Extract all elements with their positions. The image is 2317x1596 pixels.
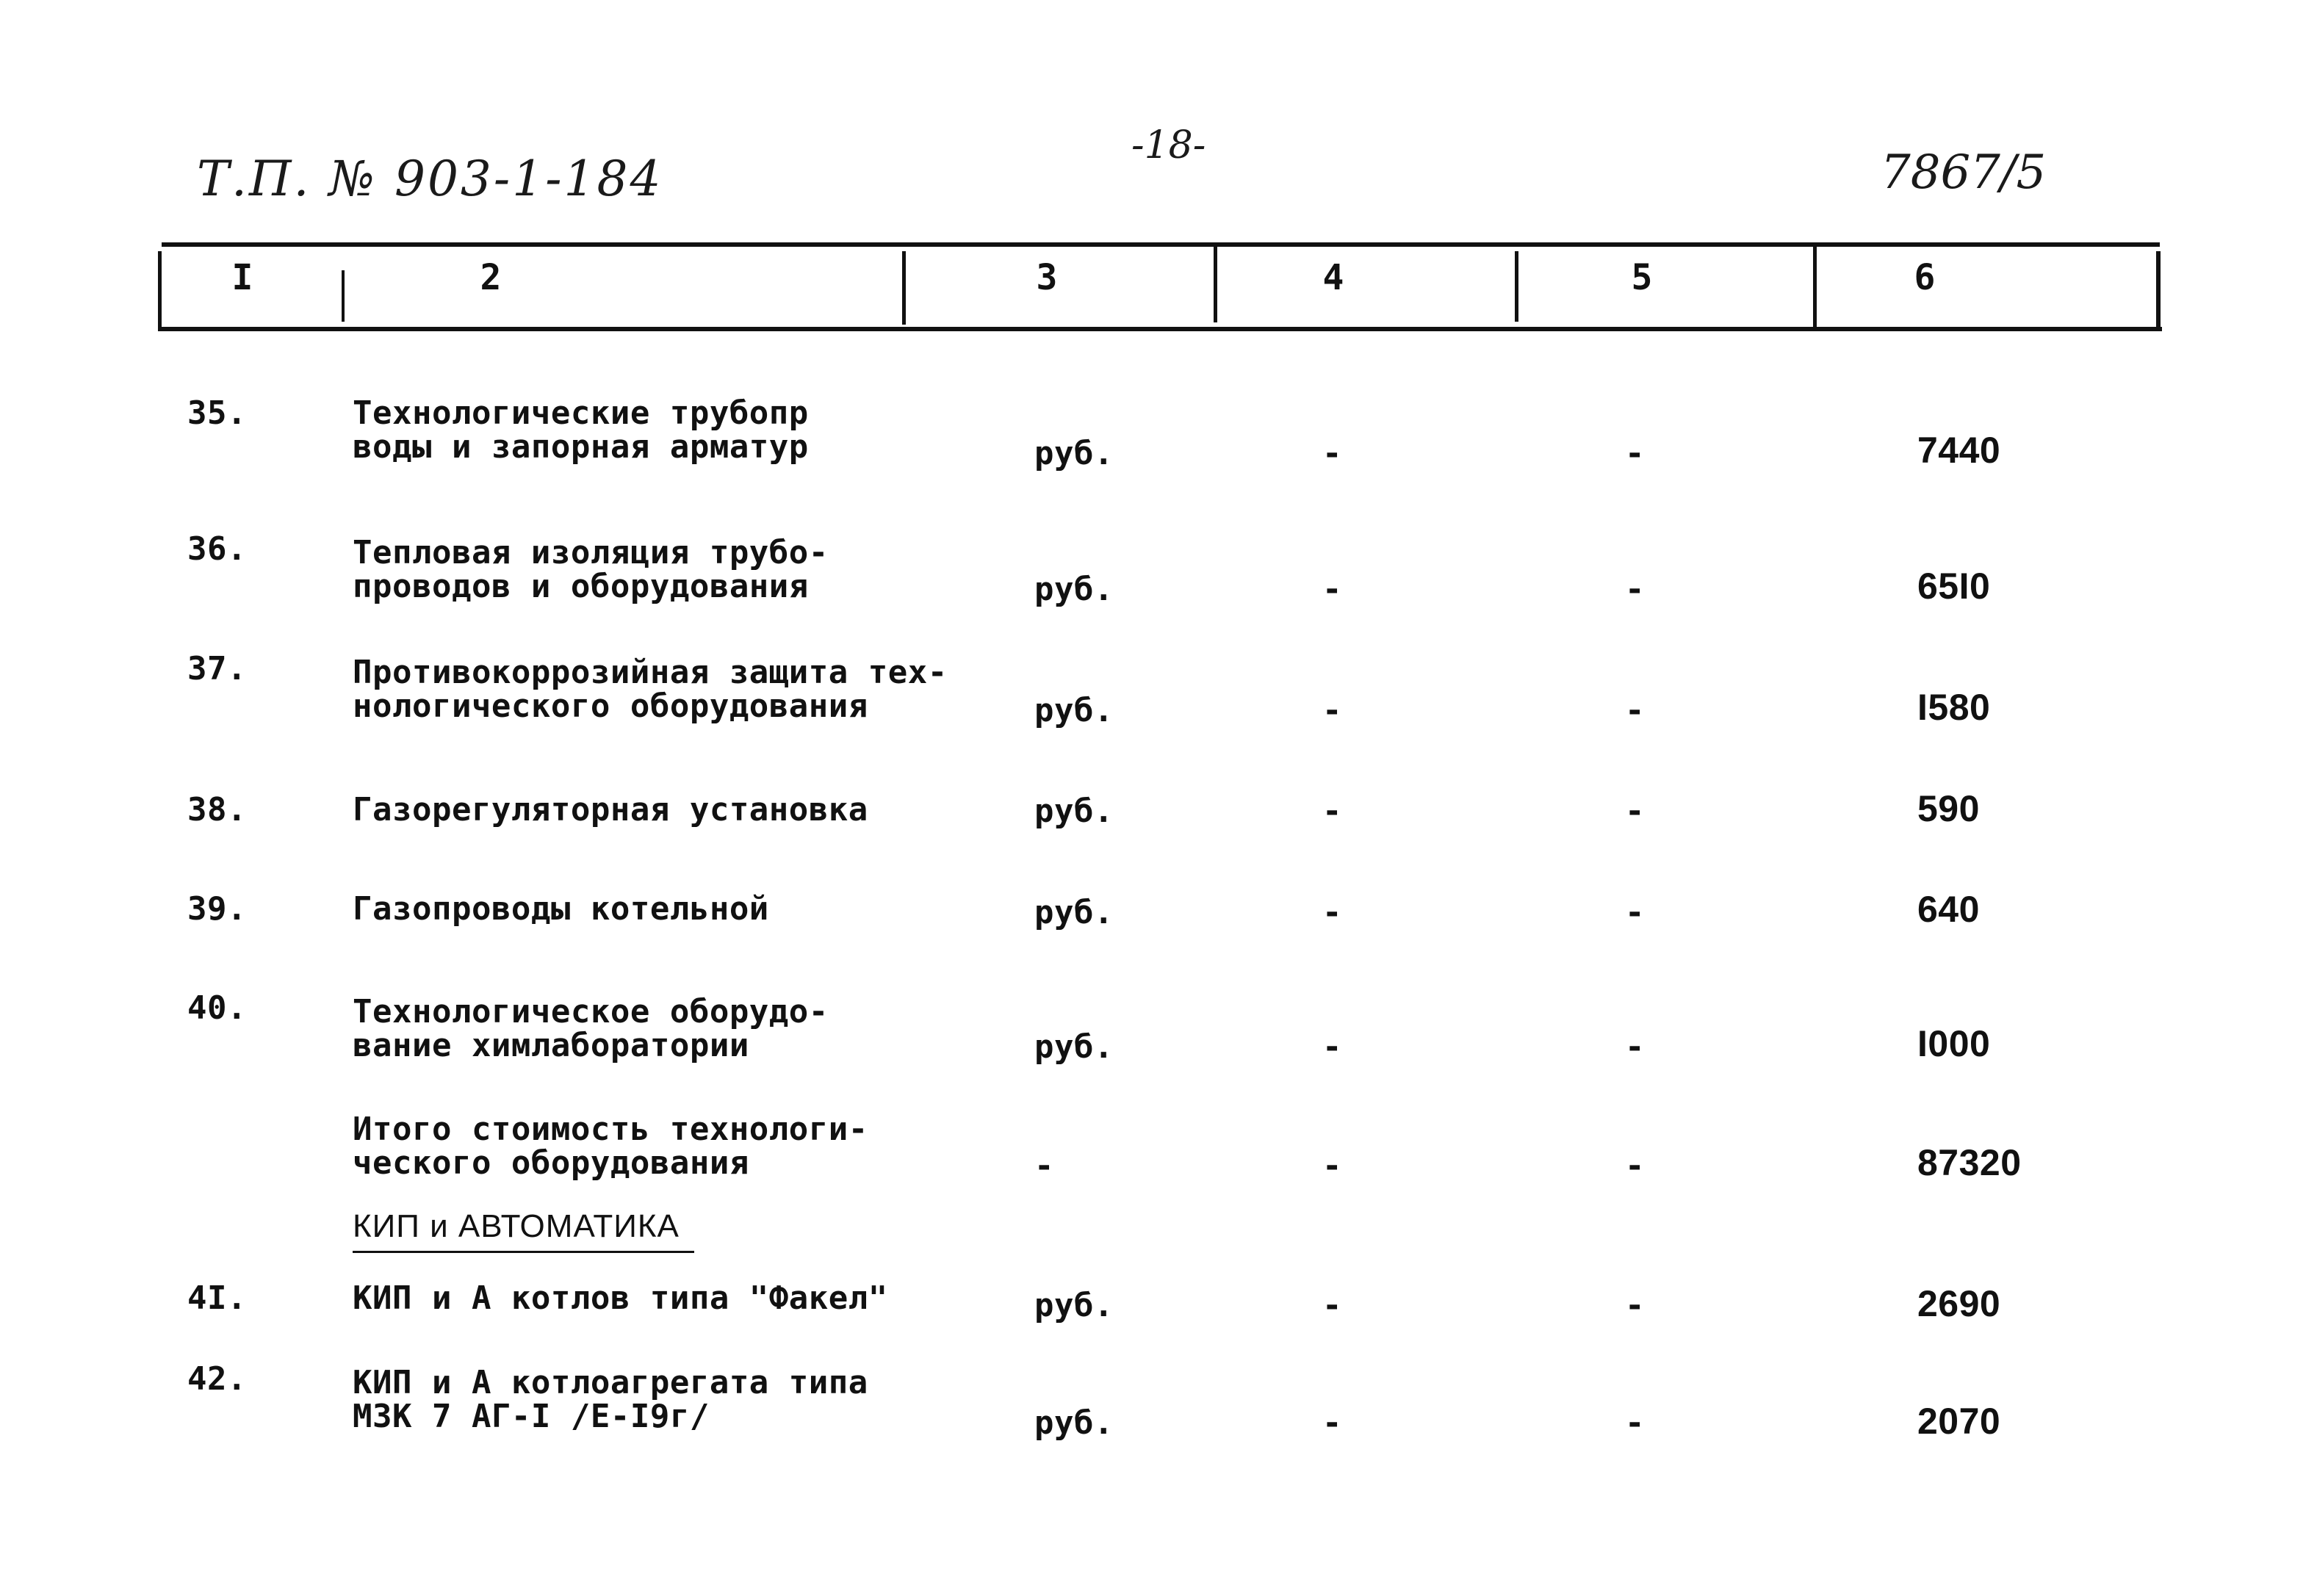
row-unit: руб. [1034, 692, 1114, 729]
row-unit: руб. [1034, 1404, 1114, 1442]
row-name-line: ческого оборудования [353, 1144, 749, 1182]
row-number: 38. [187, 791, 247, 828]
row-value: 590 [1917, 788, 1980, 829]
row-col5: - [1625, 1147, 1645, 1185]
row-number: 4I. [187, 1279, 247, 1317]
page-number: -18- [1131, 123, 1206, 167]
archive-number: 7867/5 [1881, 145, 2047, 200]
row-name-line: Газопроводы котельной [353, 890, 769, 928]
header-divider [342, 270, 345, 322]
row-name [353, 892, 769, 926]
header-bottom-rule [158, 327, 2162, 331]
row-number: 36. [187, 530, 247, 568]
header-divider [2156, 251, 2161, 329]
row-name [353, 793, 868, 827]
row-col4: - [1322, 692, 1342, 729]
row-number: 39. [187, 890, 247, 928]
header-divider [1214, 246, 1217, 322]
row-unit: руб. [1034, 1287, 1114, 1324]
row-col4: - [1322, 1147, 1342, 1185]
row-name-line: Технологическое оборудо- [353, 993, 829, 1030]
header-divider [1515, 251, 1518, 322]
row-name-line: Газорегуляторная установка [353, 791, 868, 828]
row-number: 40. [187, 989, 247, 1027]
row-value: I000 [1917, 1023, 1991, 1064]
row-col5: - [1625, 1287, 1645, 1324]
row-unit: руб. [1034, 792, 1114, 830]
row-number: 35. [187, 394, 247, 432]
row-name-line: Противокоррозийная защита тех- [353, 654, 948, 691]
column-header-2: 2 [480, 257, 502, 298]
row-value: 2690 [1917, 1283, 2001, 1324]
row-col5: - [1625, 792, 1645, 830]
row-col4: - [1322, 1404, 1342, 1442]
row-name-line: МЗК 7 АГ-I /Е-I9г/ [353, 1398, 710, 1435]
row-col4: - [1322, 571, 1342, 608]
row-name [353, 394, 809, 466]
row-name [353, 1113, 868, 1180]
header-divider [902, 251, 906, 325]
row-name-line: Технологические трубопр [353, 394, 809, 432]
row-name [353, 536, 829, 604]
row-value: 7440 [1917, 430, 2001, 471]
row-col5: - [1625, 571, 1645, 608]
row-value: 640 [1917, 889, 1980, 930]
row-name [353, 1279, 888, 1317]
header-divider [1813, 246, 1817, 327]
row-unit: руб. [1034, 435, 1114, 472]
row-col5: - [1625, 435, 1645, 472]
row-col4: - [1322, 1287, 1342, 1324]
row-name-line: нологического оборудования [353, 687, 868, 725]
row-col4: - [1322, 894, 1342, 931]
row-value: 65I0 [1917, 566, 1991, 607]
row-col5: - [1625, 894, 1645, 931]
row-unit: руб. [1034, 1028, 1114, 1066]
row-col5: - [1625, 1404, 1645, 1442]
row-name-line: Тепловая изоляция трубо- [353, 534, 829, 571]
row-name-line: КИП и А котлоагрегата типа [353, 1364, 868, 1401]
header-top-rule [162, 242, 2160, 247]
row-value: 2070 [1917, 1401, 2001, 1442]
column-header-3: 3 [1036, 257, 1058, 298]
row-name-line: воды и запорная арматур [353, 428, 809, 466]
header-divider [158, 251, 162, 329]
row-number: 42. [187, 1360, 247, 1398]
row-unit: руб. [1034, 571, 1114, 608]
row-name [353, 995, 829, 1063]
column-header-5: 5 [1631, 257, 1653, 298]
row-col4: - [1322, 792, 1342, 830]
column-header-1: I [231, 257, 253, 298]
document-number: Т.П. № 903-1-184 [197, 151, 663, 207]
column-header-4: 4 [1322, 257, 1344, 298]
row-col5: - [1625, 692, 1645, 729]
section-heading: КИП и АВТОМАТИКА [353, 1208, 694, 1253]
row-name [353, 1366, 868, 1434]
row-unit: руб. [1034, 894, 1114, 931]
row-name-line: Итого стоимость технологи- [353, 1111, 868, 1148]
row-unit: - [1034, 1147, 1054, 1185]
row-col4: - [1322, 435, 1342, 472]
row-value: I580 [1917, 687, 1991, 728]
row-name-line: КИП и А котлов типа "Факел" [353, 1279, 888, 1317]
row-value: 87320 [1917, 1142, 2022, 1183]
row-number: 37. [187, 650, 247, 687]
row-col5: - [1625, 1028, 1645, 1066]
column-header-6: 6 [1914, 257, 1936, 298]
row-name [353, 656, 948, 723]
row-name-line: проводов и оборудования [353, 568, 809, 605]
row-col4: - [1322, 1028, 1342, 1066]
row-name-line: вание химлаборатории [353, 1027, 749, 1064]
